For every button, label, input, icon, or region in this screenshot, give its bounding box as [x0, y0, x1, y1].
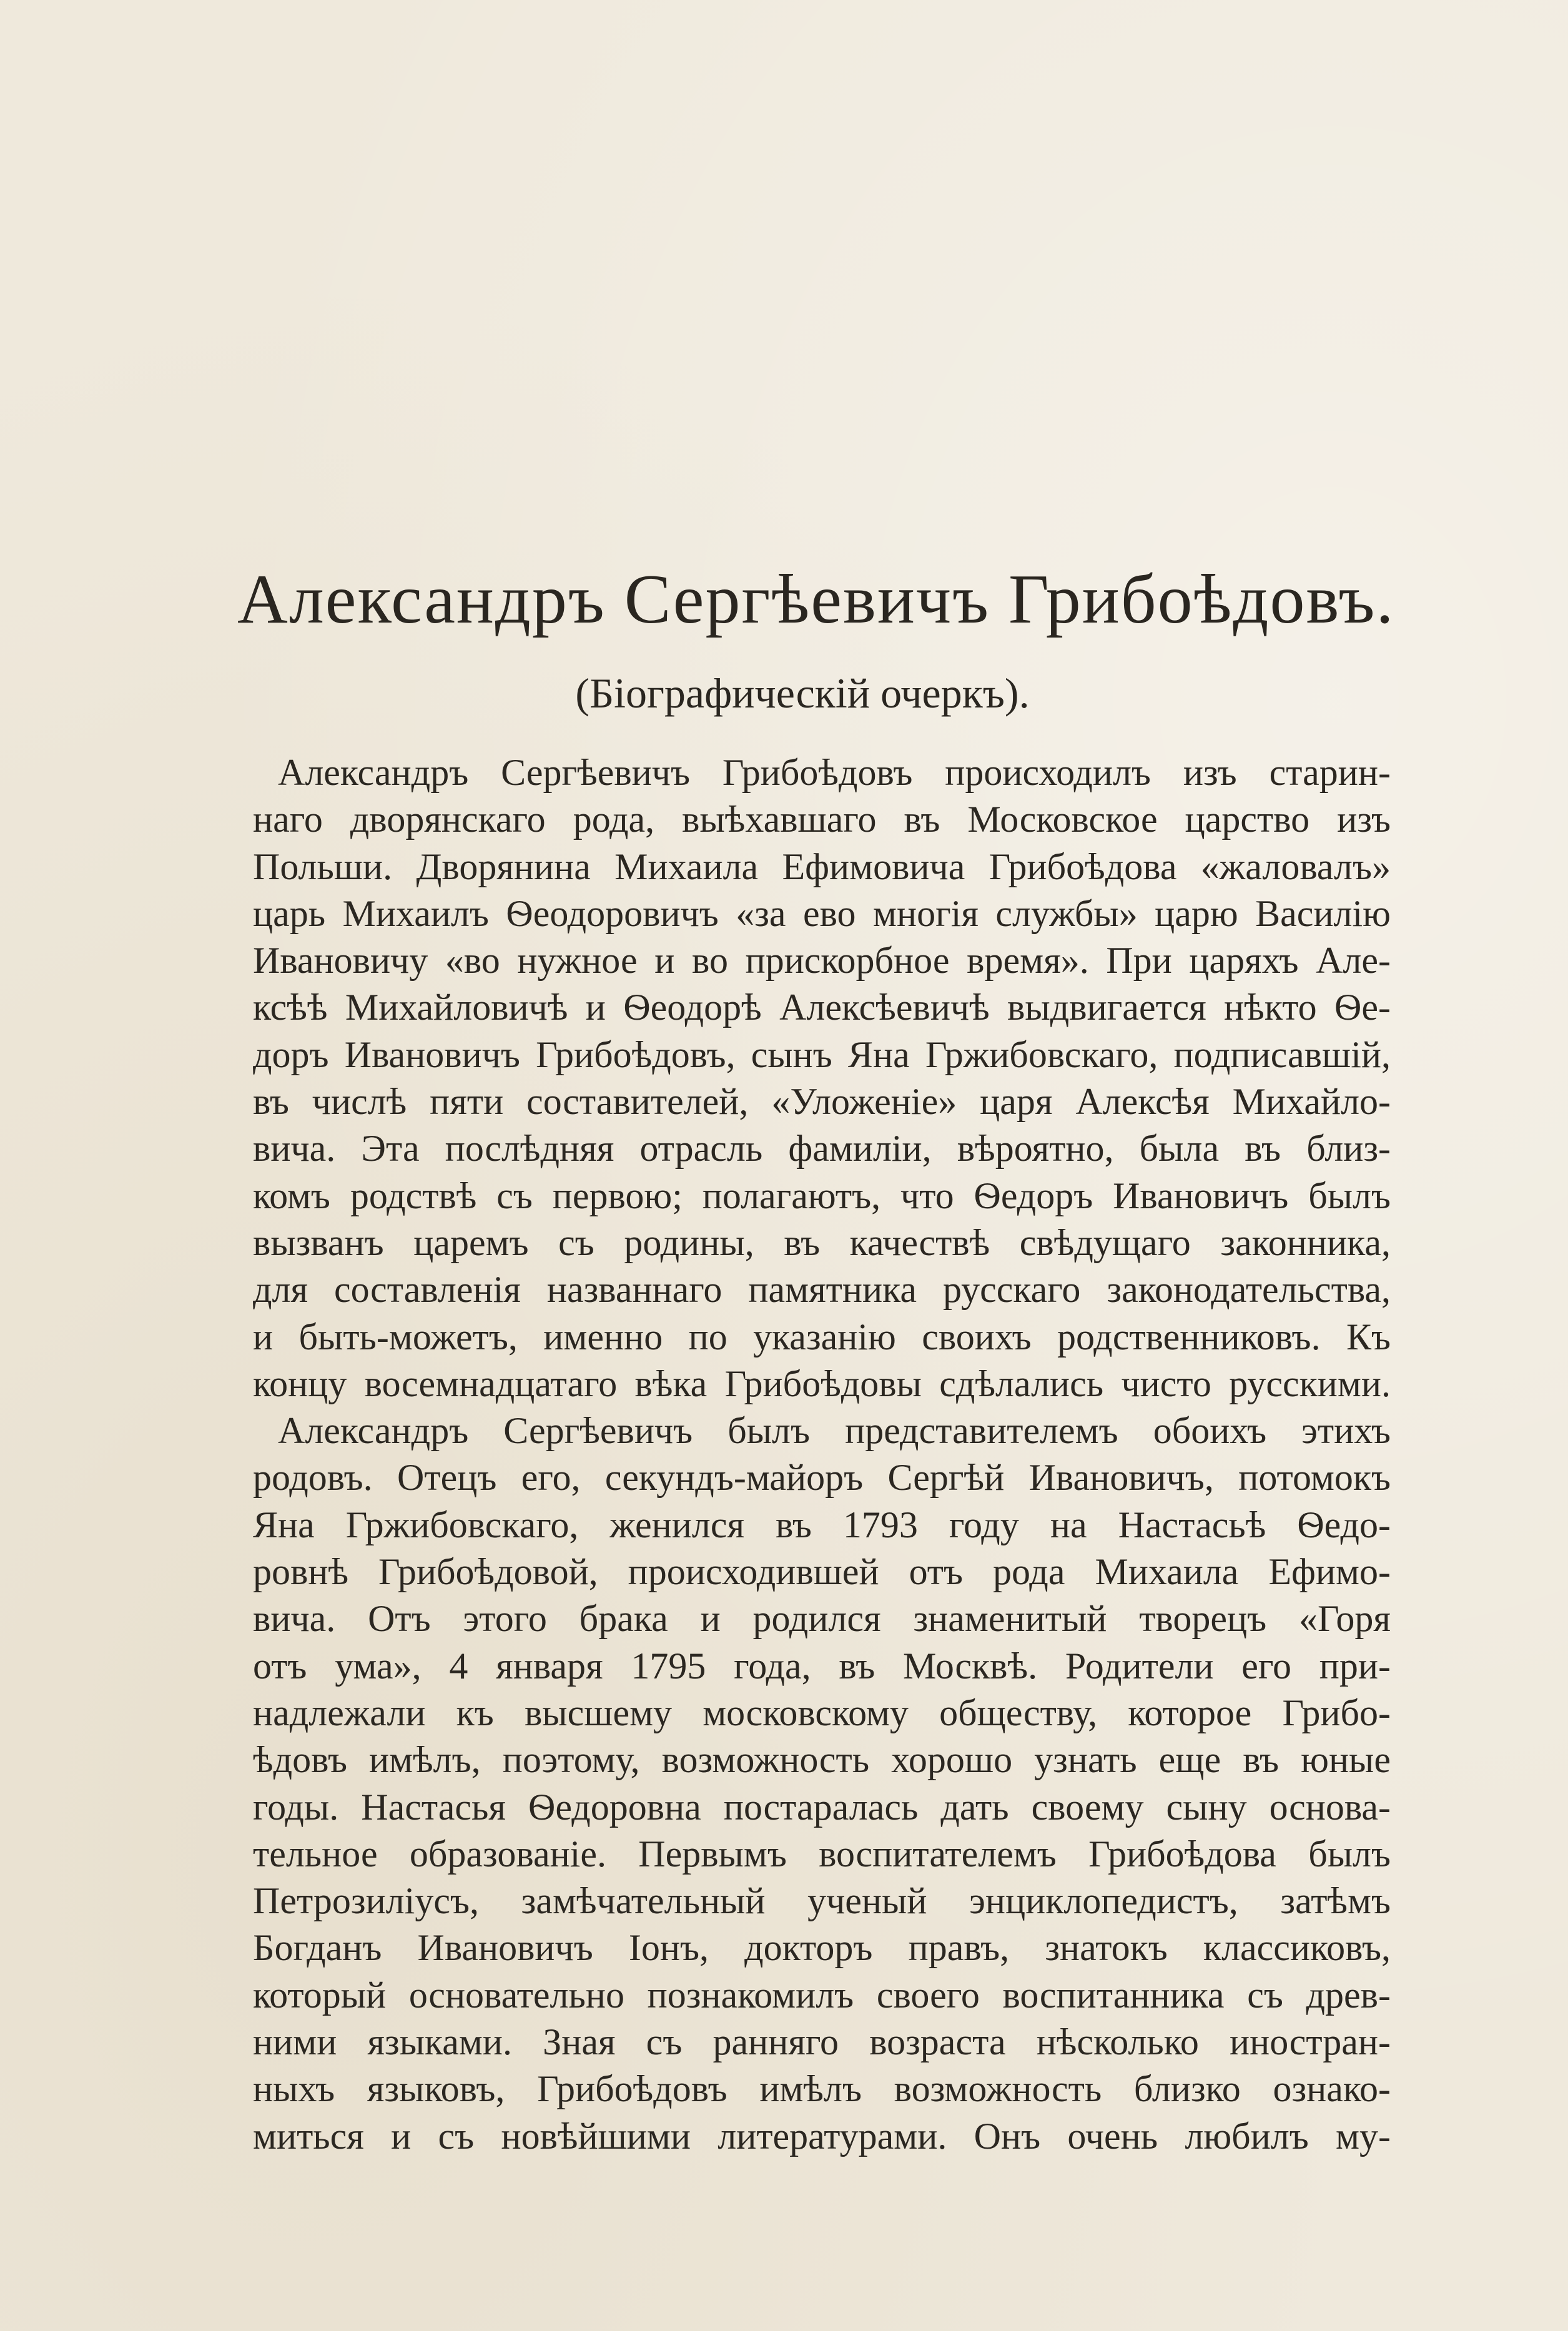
text-line: царь Михаилъ Ѳеодоровичъ «за ево многія службы» царю Василію [253, 892, 1391, 934]
text-line: и быть-можетъ, именно по указанію своихъ родственниковъ. Къ [253, 1316, 1391, 1358]
page-title: Александръ Сергѣевичъ Грибоѣдовъ. [237, 561, 1395, 638]
text-line: для составленія названнаго памятника русскаго законодательства, [253, 1269, 1391, 1311]
text-line: Польши. Дворянина Михаила Ефимовича Грибоѣдова «жаловалъ» [253, 845, 1391, 887]
text-line: отъ ума», 4 января 1795 года, въ Москвѣ. Родители его при- [253, 1645, 1391, 1687]
text-line: ровнѣ Грибоѣдовой, происходившей отъ рода Михаила Ефимо- [253, 1551, 1391, 1593]
text-line: вича. Отъ этого брака и родился знаменитый творецъ «Горя [253, 1598, 1391, 1640]
text-line: миться и съ новѣйшими литературами. Онъ очень любилъ му- [253, 2115, 1391, 2157]
page-subtitle: (Біографическій очеркъ). [575, 669, 1030, 717]
text-line: ѣдовъ имѣлъ, поэтому, возможность хорошо узнать еще въ юные [253, 1739, 1391, 1781]
text-line: концу восемнадцатаго вѣка Грибоѣдовы сдѣлались чисто русскими. [253, 1363, 1391, 1404]
text-line: Богданъ Ивановичъ Іонъ, докторъ правъ, знатокъ классиковъ, [253, 1927, 1391, 1969]
text-line: ныхъ языковъ, Грибоѣдовъ имѣлъ возможность близко ознако- [253, 2068, 1391, 2110]
text-line: доръ Ивановичъ Грибоѣдовъ, сынъ Яна Гржибовскаго, подписавшій, [253, 1033, 1391, 1075]
text-line: ними языками. Зная съ ранняго возраста нѣсколько иностран- [253, 2021, 1391, 2063]
text-line: Петрозиліусъ, замѣчательный ученый энциклопедистъ, затѣмъ [253, 1880, 1391, 1922]
text-line: который основательно познакомилъ своего воспитанника съ древ- [253, 1974, 1391, 2016]
text-line: ксѣѣ Михайловичѣ и Ѳеодорѣ Алексѣевичѣ выдвигается нѣкто Ѳе- [253, 987, 1391, 1028]
body-text [253, 749, 1391, 2160]
text-line: наго дворянскаго рода, выѣхавшаго въ Московское царство изъ [253, 799, 1391, 840]
text-line: Ивановичу «во нужное и во прискорбное время». При царяхъ Але- [253, 940, 1391, 982]
text-line: тельное образованіе. Первымъ воспитателемъ Грибоѣдова былъ [253, 1833, 1391, 1875]
text-line: Александръ Сергѣевичъ Грибоѣдовъ происходилъ изъ старин- [278, 752, 1391, 793]
text-line: Яна Гржибовскаго, женился въ 1793 году на Настасьѣ Ѳедо- [253, 1504, 1391, 1545]
text-line: Александръ Сергѣевичъ былъ представителемъ обоихъ этихъ [278, 1410, 1391, 1452]
text-line: комъ родствѣ съ первою; полагаютъ, что Ѳедоръ Ивановичъ былъ [253, 1175, 1391, 1216]
text-line: годы. Настасья Ѳедоровна постаралась дать своему сыну основа- [253, 1786, 1391, 1828]
text-line: надлежали къ высшему московскому обществу, которое Грибо- [253, 1692, 1391, 1733]
text-line: родовъ. Отецъ его, секундъ-майоръ Сергѣй Ивановичъ, потомокъ [253, 1457, 1391, 1499]
text-line: въ числѣ пяти составителей, «Уложеніе» царя Алексѣя Михайло- [253, 1081, 1391, 1123]
text-line: вызванъ царемъ съ родины, въ качествѣ свѣдущаго законника, [253, 1221, 1391, 1263]
text-line: вича. Эта послѣдняя отрасль фамиліи, вѣроятно, была въ близ- [253, 1128, 1391, 1170]
